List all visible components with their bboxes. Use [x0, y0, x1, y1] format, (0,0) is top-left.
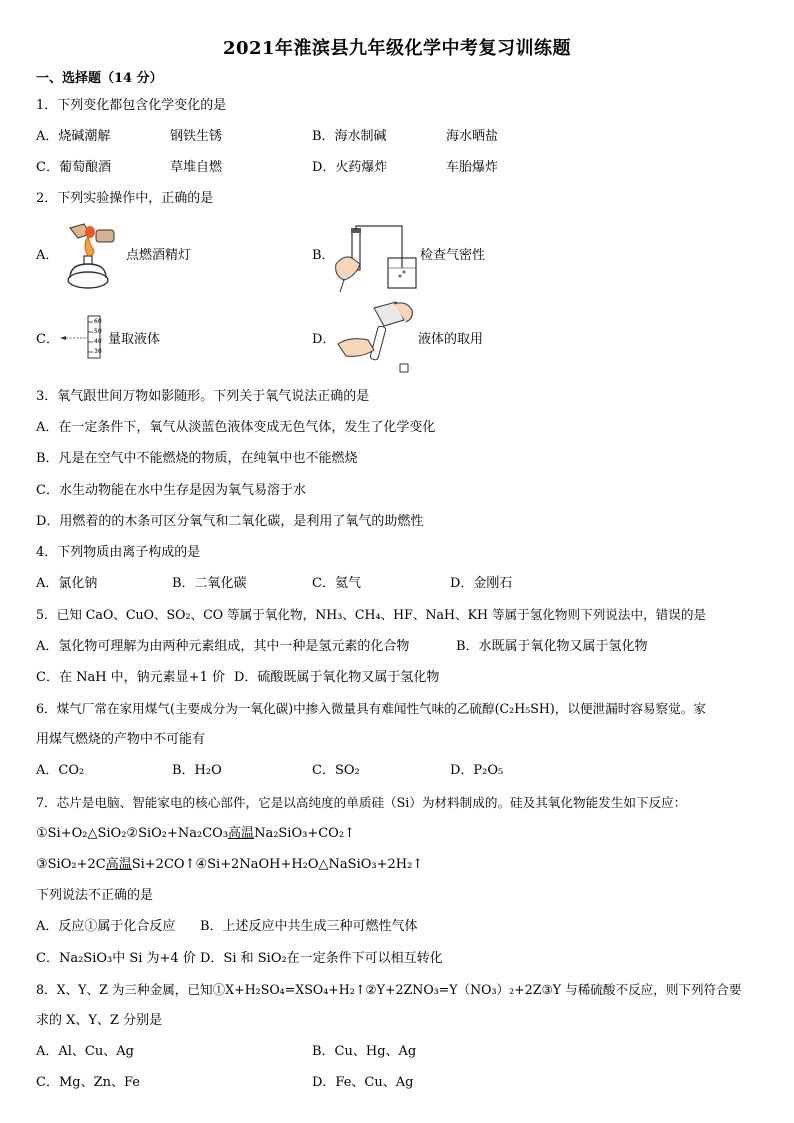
- scale-tick-40: 40: [94, 338, 102, 345]
- scale-tick-60: 60: [94, 318, 102, 325]
- condition-high-temp-1: 高温: [228, 826, 255, 841]
- q3-option-b: B．凡是在空气中不能燃烧的物质，在纯氧中也不能燃烧: [36, 451, 358, 466]
- question-6-stem-line1: 6．煤气厂常在家用煤气(主要成分为一氧化碳)中掺入微量具有难闻性气味的乙硫醇(C₂H₅SH)，以便泄漏时容易察觉。家: [36, 701, 706, 716]
- question-6-stem-line2: 用煤气燃烧的产物中不可能有: [36, 732, 206, 747]
- question-7-stem: 7．芯片是电脑、智能家电的核心部件，它是以高纯度的单质硅（Si）为材料制成的。硅及其氧化物能发生如下反应：: [36, 795, 687, 810]
- q7-option-d: D．Si 和 SiO₂在一定条件下可以相互转化: [200, 951, 443, 966]
- q8-option-b: B．Cu、Hg、Ag: [312, 1044, 417, 1059]
- liquid-pouring-icon: [334, 300, 418, 376]
- alcohol-lamp-icon: [60, 220, 126, 292]
- q7-equations-line1: [36, 825, 355, 843]
- q3-option-c: C．水生动物能在水中生存是因为氧气易溶于水: [36, 483, 306, 498]
- q1-option-b: B．海水制碱: [312, 129, 387, 144]
- q7-option-b: B．上述反应中共生成三种可燃性气体: [200, 919, 418, 934]
- q4-option-c: C．氦气: [312, 576, 361, 591]
- q1-option-d-2: 车胎爆炸: [446, 160, 499, 175]
- equation-3: ③SiO₂+2C: [36, 857, 106, 872]
- q5-option-d: D．硫酸既属于氧化物又属于氢化物: [234, 670, 440, 685]
- q8-option-c: C．Mg、Zn、Fe: [36, 1075, 140, 1090]
- q1-option-d: D．火药爆炸: [312, 160, 388, 175]
- q6-option-c: C．SO₂: [312, 763, 360, 778]
- q4-option-a: A．氯化钠: [36, 576, 98, 591]
- q2-option-a-label: 点燃酒精灯: [126, 248, 192, 263]
- condition-high-temp-2: 高温: [105, 857, 132, 872]
- q7-option-a: A．反应①属于化合反应: [36, 919, 176, 934]
- q2-option-c-label: 量取液体: [108, 332, 161, 347]
- question-2-stem: 2．下列实验操作中，正确的是: [36, 191, 214, 206]
- q8-option-a: A．Al、Cu、Ag: [36, 1044, 134, 1059]
- graduated-cylinder-icon: [58, 314, 106, 360]
- q2-option-b-letter: B．: [312, 248, 335, 263]
- q7-equations-line2: [36, 856, 423, 874]
- question-1-stem: 1．下列变化都包含化学变化的是: [36, 98, 227, 113]
- q5-option-a: A．氢化物可理解为由两种元素组成，其中一种是氢元素的化合物: [36, 639, 410, 654]
- q2-option-a-letter: A．: [36, 248, 59, 263]
- section-heading: 一、选择题（14 分）: [36, 71, 163, 86]
- q1-option-a: A．烧碱潮解: [36, 129, 111, 144]
- q1-option-c-2: 草堆自燃: [170, 160, 223, 175]
- question-8-stem-line2: 求的 X、Y、Z 分别是: [36, 1013, 163, 1028]
- q1-option-c: C．葡萄酿酒: [36, 160, 111, 175]
- equation-2-product: Na₂SiO₃+CO₂↑: [254, 826, 355, 841]
- q7-option-c: C．Na₂SiO₃中 Si 为+4 价: [36, 951, 196, 966]
- q4-option-d: D．金刚石: [450, 576, 513, 591]
- q1-option-a-2: 钢铁生锈: [170, 129, 223, 144]
- q4-option-b: B．二氧化碳: [172, 576, 247, 591]
- airtightness-check-icon: [330, 224, 420, 294]
- q3-option-a: A．在一定条件下，氧气从淡蓝色液体变成无色气体，发生了化学变化: [36, 420, 436, 435]
- question-5-stem: 5．已知 CaO、CuO、SO₂、CO 等属于氧化物，NH₃、CH₄、HF、NaH、KH 等属于氢化物则下列说法中，错误的是: [36, 607, 707, 622]
- q1-option-b-2: 海水晒盐: [446, 129, 499, 144]
- q8-option-d: D．Fe、Cu、Ag: [312, 1075, 414, 1090]
- q3-option-d: D．用燃着的的木条可区分氧气和二氧化碳，是利用了氧气的助燃性: [36, 514, 424, 529]
- q6-option-b: B．H₂O: [172, 763, 222, 778]
- question-4-stem: 4．下列物质由离子构成的是: [36, 545, 201, 560]
- equation-1: ①Si+O₂△SiO₂②SiO₂+Na₂CO₃: [36, 826, 229, 841]
- q5-option-c: C．在 NaH 中，钠元素显+1 价: [36, 670, 225, 685]
- question-8-stem-line1: 8．X、Y、Z 为三种金属，已知①X+H₂SO₄=XSO₄+H₂↑②Y+2ZNO₃=Y（NO₃）₂+2Z③Y 与稀硫酸不反应，则下列符合要: [36, 982, 742, 997]
- scale-tick-50: 50: [94, 328, 102, 335]
- q2-option-d-label: 液体的取用: [418, 332, 484, 347]
- question-3-stem: 3．氧气跟世间万物如影随形。下列关于氧气说法正确的是: [36, 389, 370, 404]
- q5-option-b: B．水既属于氧化物又属于氢化物: [456, 639, 648, 654]
- q2-option-b-label: 检查气密性: [420, 248, 486, 263]
- q2-option-d-letter: D．: [312, 332, 336, 347]
- page-title: 2021年淮滨县九年级化学中考复习训练题: [222, 38, 572, 59]
- q6-option-d: D．P₂O₅: [450, 763, 504, 778]
- q6-option-a: A．CO₂: [36, 763, 85, 778]
- equation-3-4: Si+2CO↑④Si+2NaOH+H₂O△NaSiO₃+2H₂↑: [131, 857, 424, 872]
- scale-tick-30: 30: [94, 348, 102, 355]
- q7-ask: 下列说法不正确的是: [36, 888, 154, 903]
- q2-option-c-letter: C．: [36, 332, 59, 347]
